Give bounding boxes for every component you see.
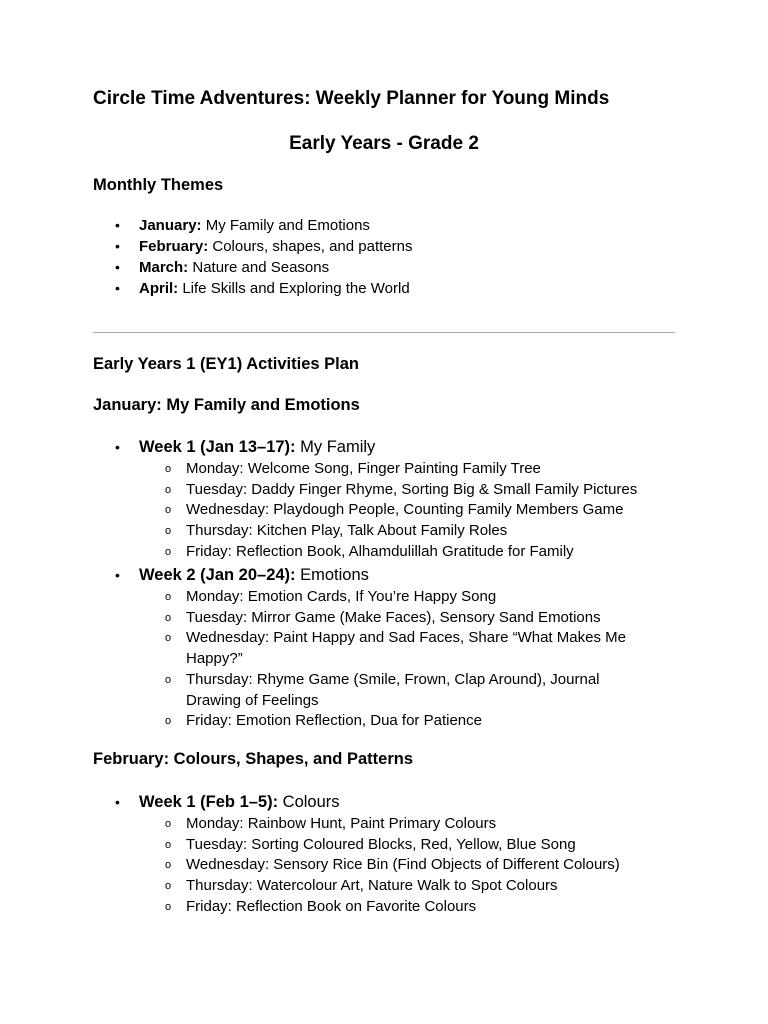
- week-label: Week 2 (Jan 20–24):: [139, 566, 296, 584]
- horizontal-divider: [93, 332, 675, 333]
- day-item: o Monday: Rainbow Hunt, Paint Primary Colours: [163, 814, 673, 835]
- day-item: o Tuesday: Daddy Finger Rhyme, Sorting Big & Small Family Pictures: [163, 480, 673, 501]
- day-item: o Thursday: Kitchen Play, Talk About Family Roles: [163, 521, 673, 542]
- theme-item-april: [93, 278, 412, 299]
- week-theme: My Family: [295, 438, 376, 456]
- day-item: o Tuesday: Mirror Game (Make Faces), Sensory Sand Emotions: [163, 608, 653, 629]
- february-week-1: [93, 791, 340, 813]
- theme-item-march: [93, 257, 412, 278]
- document-subtitle: Early Years - Grade 2: [289, 133, 479, 154]
- theme-text: Nature and Seasons: [188, 259, 330, 276]
- january-week-2-days: [163, 587, 653, 732]
- january-week-1-days: [163, 459, 673, 563]
- theme-text: My Family and Emotions: [201, 217, 370, 234]
- document-title: Circle Time Adventures: Weekly Planner for Young Minds: [93, 88, 610, 109]
- theme-month: February:: [139, 238, 209, 255]
- day-item: o Thursday: Watercolour Art, Nature Walk to Spot Colours: [163, 876, 673, 897]
- february-week-1-days: [163, 814, 673, 918]
- week-label: Week 1 (Feb 1–5):: [139, 793, 279, 811]
- day-item: o Wednesday: Sensory Rice Bin (Find Objects of Different Colours): [163, 855, 673, 876]
- day-item: o Friday: Reflection Book, Alhamdulillah Gratitude for Family: [163, 542, 673, 563]
- theme-text: Colours, shapes, and patterns: [208, 238, 413, 255]
- day-item: o Tuesday: Sorting Coloured Blocks, Red, Yellow, Blue Song: [163, 835, 673, 856]
- day-item: o Wednesday: Playdough People, Counting Family Members Game: [163, 500, 673, 521]
- monthly-themes-list: [93, 215, 412, 299]
- week-label: Week 1 (Jan 13–17):: [139, 438, 296, 456]
- day-item: o Wednesday: Paint Happy and Sad Faces, Share “What Makes Me Happy?”: [163, 628, 653, 669]
- theme-month: April:: [139, 280, 179, 297]
- week-theme: Colours: [278, 793, 340, 811]
- january-week-2: [93, 564, 369, 586]
- january-heading: January: My Family and Emotions: [93, 396, 360, 414]
- theme-month: March:: [139, 259, 189, 276]
- day-item: o Thursday: Rhyme Game (Smile, Frown, Clap Around), Journal Drawing of Feelings: [163, 670, 653, 711]
- theme-item-february: [93, 236, 412, 257]
- day-item: o Monday: Emotion Cards, If You’re Happy Song: [163, 587, 653, 608]
- day-item: o Monday: Welcome Song, Finger Painting Family Tree: [163, 459, 673, 480]
- day-item: o Friday: Emotion Reflection, Dua for Patience: [163, 711, 653, 732]
- theme-item-january: [93, 215, 412, 236]
- february-heading: February: Colours, Shapes, and Patterns: [93, 750, 413, 768]
- theme-text: Life Skills and Exploring the World: [178, 280, 410, 297]
- january-week-1: [93, 436, 375, 458]
- week-theme: Emotions: [295, 566, 369, 584]
- theme-month: January:: [139, 217, 202, 234]
- plan-heading: Early Years 1 (EY1) Activities Plan: [93, 355, 359, 373]
- day-item: o Friday: Reflection Book on Favorite Colours: [163, 897, 673, 918]
- monthly-themes-heading: Monthly Themes: [93, 176, 224, 194]
